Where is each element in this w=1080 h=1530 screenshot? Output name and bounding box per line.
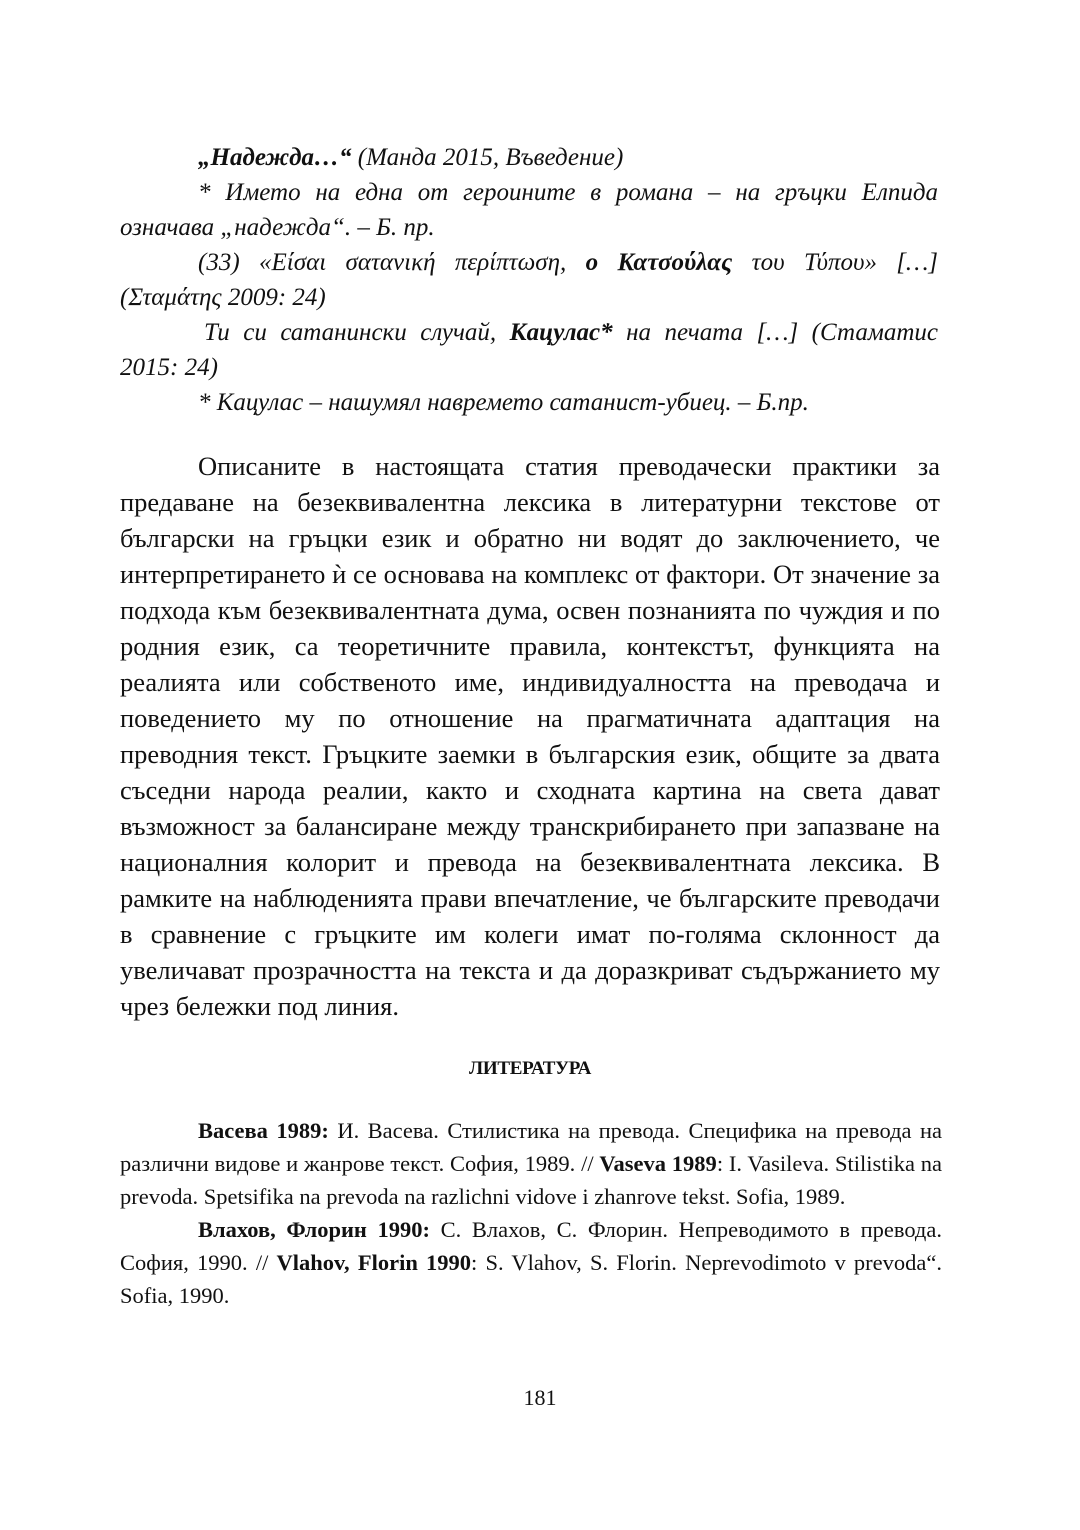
example-33-greek-pre: (33) «Είσαι σατανική περίπτωση,: [198, 249, 586, 276]
example-32-ending: [120, 140, 938, 175]
examples-block: [120, 140, 938, 420]
example-32-source: (Манда 2015, Въведение): [357, 144, 624, 171]
literature-list: [120, 1114, 942, 1312]
example-33-bg-pre: Ти си сатанински случай,: [204, 319, 510, 346]
reference-text: И. Васева. Стилистика на превода. Специфика на превода на различни видове и жанрове текст. София, 1989. //: [120, 1118, 943, 1176]
page-number: 181: [523, 1385, 557, 1410]
reference-entry: [120, 1114, 942, 1213]
reference-text: С. Влахов, С. Флорин. Непреводимото в превода. София, 1990. //: [120, 1217, 942, 1275]
reference-translit-key: Vaseva 1989: [599, 1151, 717, 1176]
reference-translit-text: : S. Vlahov, S. Florin. Neprevodimoto v prevoda“. Sofia, 1990.: [120, 1250, 943, 1308]
example-33-bg-post: на печата […] (Стаматис 2015: 24): [120, 319, 938, 381]
example-33-bg-bold: Кацулас*: [509, 319, 613, 346]
reference-key: Васева 1989:: [198, 1118, 329, 1143]
example-33-greek-bold: ο Κατσούλας: [585, 249, 733, 276]
example-33-footnote: * Кацулас – нашумял навремето сатанист-убиец. – Б.пр.: [198, 389, 809, 416]
conclusion-paragraph: Описаните в настоящата статия преводачески практики за предаване на безеквивалентна лексика в литературни текстове от български на гръцки език и обратно ни водят до заключението, че интерпретирането ѝ се основава на комплекс от фактори. От значение за подхода към безеквивалентната дума, освен познанията по чуждия и по родния език, са теоретичните правила, контекстът, функцията на реалията или собственото име, индивидуалността на преводача и поведението му по отношение на прагматичната адаптация на преводния текст. Гръцките заемки в българския език, общите за двата съседни народа реалии, както и сходната картина на света дават възможност за балансиране между транскрибирането при запазване на националния колорит и превода на безеквивалентната лексика. В рамките на наблюденията прави впечатление, че българските преводачи в сравнение с гръцките им колеги имат по-голяма склонност да увеличават прозрачността на текста и да доразкриват съдържанието му чрез бележки под линия.: [120, 451, 940, 1021]
example-33-bulgarian: [120, 315, 938, 385]
example-33-greek-post: του Τύπου» […] (Σταμάτης 2009: 24): [120, 249, 938, 311]
literature-heading: ЛИТЕРАТУРА: [468, 1058, 592, 1079]
example-33-greek: [120, 245, 938, 315]
reference-translit-key: Vlahov, Florin 1990: [276, 1250, 472, 1275]
example-32-footnote: * Името на една от героините в романа – на гръцки Елпида означава „надежда“. – Б. пр.: [120, 179, 938, 241]
reference-translit-text: : I. Vasileva. Stilistika na prevoda. Spetsifika na prevoda na razlichni vidove i zhanrove tekst. Sofia, 1989.: [120, 1151, 942, 1209]
reference-entry: [120, 1213, 942, 1312]
example-32-quote: „Надежда…“: [198, 144, 352, 171]
reference-key: Влахов, Флорин 1990:: [198, 1217, 431, 1242]
